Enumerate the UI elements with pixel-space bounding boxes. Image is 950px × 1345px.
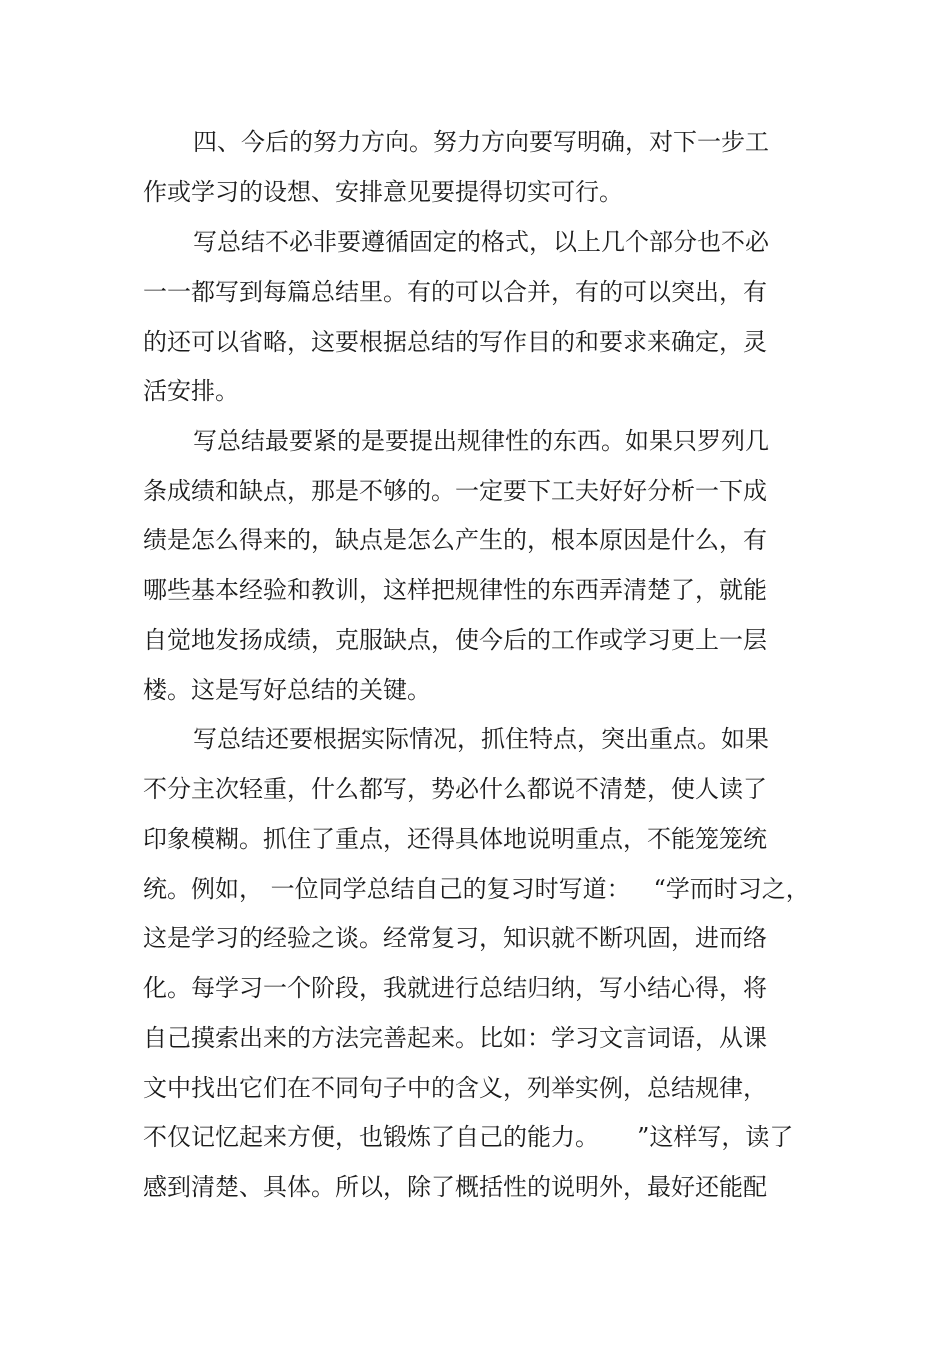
text-line: 不分主次轻重，什么都写，势必什么都说不清楚，使人读了 [143, 775, 767, 803]
text-line: 文中找出它们在不同句子中的含义，列举实例，总结规律， [143, 1074, 767, 1102]
text-line: 写总结还要根据实际情况，抓住特点，突出重点。如果 [193, 725, 769, 753]
text-line: 的还可以省略，这要根据总结的写作目的和要求来确定，灵 [143, 328, 767, 356]
text-line: 条成绩和缺点，那是不够的。一定要下工夫好好分析一下成 [143, 477, 767, 505]
text-line: 自己摸索出来的方法完善起来。比如：学习文言词语，从课 [143, 1024, 767, 1052]
text-line: 一一都写到每篇总结里。有的可以合并，有的可以突出，有 [143, 278, 767, 306]
text-line: 绩是怎么得来的，缺点是怎么产生的，根本原因是什么，有 [143, 526, 767, 554]
text-line: 化。每学习一个阶段，我就进行总结归纳，写小结心得，将 [143, 974, 767, 1002]
text-line: 写总结最要紧的是要提出规律性的东西。如果只罗列几 [193, 427, 769, 455]
text-line: 感到清楚、具体。所以，除了概括性的说明外，最好还能配 [143, 1173, 767, 1201]
text-line: 写总结不必非要遵循固定的格式，以上几个部分也不必 [193, 228, 769, 256]
text-line: 这是学习的经验之谈。经常复习，知识就不断巩固，进而络 [143, 924, 767, 952]
text-line: 自觉地发扬成绩，克服缺点，使今后的工作或学习更上一层 [143, 626, 767, 654]
text-line: 楼。这是写好总结的关键。 [143, 676, 431, 704]
text-line: 四、今后的努力方向。努力方向要写明确，对下一步工 [193, 128, 769, 156]
text-line: 作或学习的设想、安排意见要提得切实可行。 [143, 178, 623, 206]
text-line: 哪些基本经验和教训，这样把规律性的东西弄清楚了，就能 [143, 576, 767, 604]
text-line: 不仅记忆起来方便，也锻炼了自己的能力。 ”这样写，读了 [143, 1123, 794, 1151]
text-line: 印象模糊。抓住了重点，还得具体地说明重点，不能笼笼统 [143, 825, 767, 853]
text-line: 活安排。 [143, 377, 239, 405]
text-line: 统。例如， 一位同学总结自己的复习时写道： “学而时习之， [143, 875, 810, 903]
